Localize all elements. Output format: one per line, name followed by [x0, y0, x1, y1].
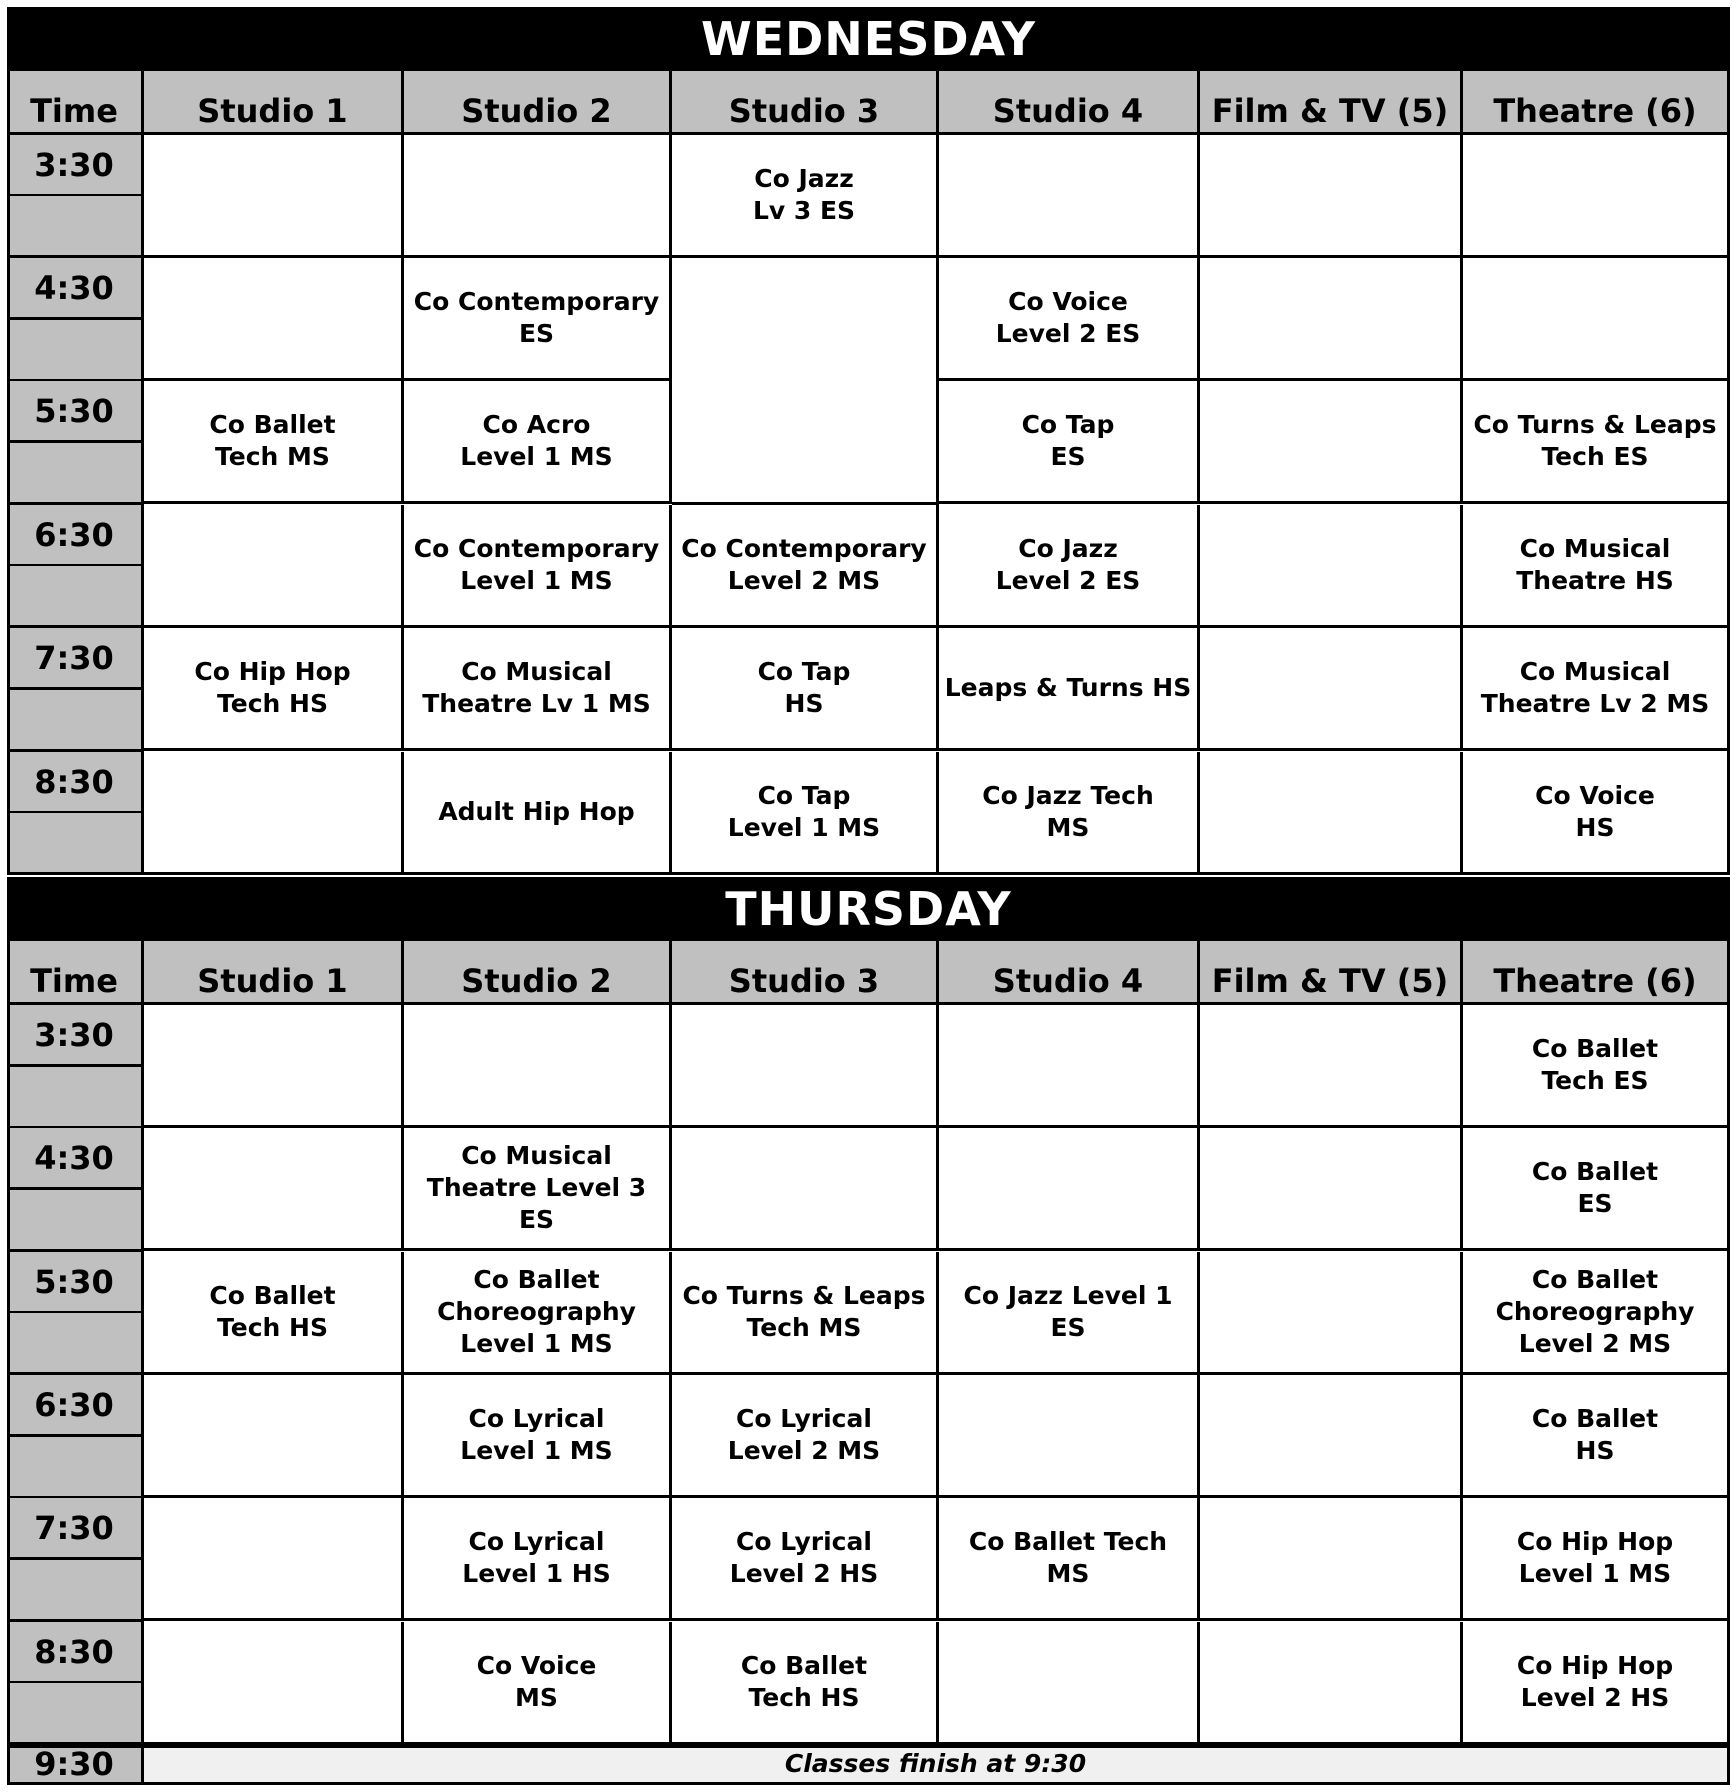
- thursday-class-co-lyrical-level-1-ms-text: Co Lyrical Level 1 MS: [460, 1404, 613, 1465]
- classes-finish-note: [144, 1745, 1730, 1785]
- thursday-class-co-musical-theatre-level-3-es: [404, 1128, 672, 1251]
- wednesday-column-header-film-tv-5-text: Film & TV (5): [1211, 92, 1449, 130]
- wednesday-class-co-tap-hs-text: Co Tap HS: [757, 657, 851, 718]
- wednesday-class-co-turns-leaps-tech-es: [1463, 381, 1730, 504]
- wednesday-empty-slot: [144, 505, 404, 628]
- thursday-column-header-time: [7, 941, 144, 1005]
- thursday-class-co-turns-leaps-tech-ms: [672, 1252, 939, 1375]
- wednesday-column-header-theatre-6: [1463, 71, 1730, 135]
- wednesday-time-label-text: 8:30: [34, 762, 114, 801]
- thursday-time-label-text: 4:30: [34, 1138, 114, 1177]
- wednesday-class-co-jazz-lv-3-es: [672, 135, 939, 258]
- wednesday-column-header-studio-4: [939, 71, 1200, 135]
- wednesday-column-header-studio-2: [404, 71, 672, 135]
- thursday-time-label: [7, 1128, 144, 1190]
- wednesday-column-header-studio-1: [144, 71, 404, 135]
- thursday-column-header-studio-4: [939, 941, 1200, 1005]
- wednesday-time-label: [7, 258, 144, 320]
- thursday-empty-slot: [1200, 1252, 1463, 1375]
- thursday-empty-slot: [1200, 1005, 1463, 1128]
- thursday-empty-slot: [939, 1375, 1200, 1498]
- thursday-class-co-hip-hop-level-1-ms: [1463, 1498, 1730, 1621]
- wednesday-class-co-tap-es: [939, 381, 1200, 504]
- wednesday-class-co-musical-theatre-lv-1-ms: [404, 628, 672, 751]
- wednesday-class-co-jazz-lv-3-es-text: Co Jazz Lv 3 ES: [752, 164, 856, 225]
- thursday-class-co-lyrical-level-1-hs: [404, 1498, 672, 1621]
- thursday-class-co-ballet-tech-hs-text: Co Ballet Tech HS: [740, 1651, 868, 1712]
- thursday-empty-slot: [672, 1128, 939, 1251]
- thursday-class-co-ballet-choreography-level-2-ms-text: Co Ballet Choreography Level 2 MS: [1495, 1265, 1695, 1358]
- wednesday-time-label: [7, 505, 144, 567]
- classes-finish-note-text: Classes finish at 9:30: [784, 1749, 1087, 1778]
- thursday-header: [7, 877, 1730, 941]
- thursday-time-label-text: 7:30: [34, 1508, 114, 1547]
- thursday-empty-slot: [1200, 1128, 1463, 1251]
- thursday-class-co-ballet-es: [1463, 1128, 1730, 1251]
- wednesday-column-header-studio-3-text: Studio 3: [728, 92, 880, 130]
- thursday-class-co-hip-hop-level-1-ms-text: Co Hip Hop Level 1 MS: [1516, 1527, 1674, 1588]
- wednesday-empty-slot: [144, 135, 404, 258]
- thursday-class-co-hip-hop-level-2-hs-text: Co Hip Hop Level 2 HS: [1516, 1651, 1674, 1712]
- wednesday-empty-slot: [1200, 258, 1463, 381]
- thursday-column-header-time-text: Time: [30, 962, 118, 1000]
- thursday-empty-slot: [144, 1128, 404, 1251]
- wednesday-time-label-text: 5:30: [34, 391, 114, 430]
- footer-time-label-text: 9:30: [34, 1744, 114, 1783]
- thursday-class-co-voice-ms-text: Co Voice MS: [476, 1651, 597, 1712]
- thursday-column-header-studio-1-text: Studio 1: [197, 962, 348, 1000]
- wednesday-class-co-contemporary-es: [404, 258, 672, 381]
- wednesday-empty-slot: [1200, 628, 1463, 751]
- wednesday-class-co-contemporary-level-2-ms: [672, 505, 939, 628]
- wednesday-empty-slot: [404, 135, 672, 258]
- thursday-empty-slot: [1200, 1622, 1463, 1745]
- thursday-class-co-voice-ms: [404, 1622, 672, 1745]
- thursday-class-co-ballet-choreography-level-1-ms: [404, 1252, 672, 1375]
- wednesday-class-co-musical-theatre-lv-2-ms: [1463, 628, 1730, 751]
- wednesday-empty-slot: [144, 752, 404, 875]
- wednesday-class-co-contemporary-es-text: Co Contemporary ES: [413, 287, 660, 348]
- thursday-column-header-studio-1: [144, 941, 404, 1005]
- wednesday-class-co-musical-theatre-lv-2-ms-text: Co Musical Theatre Lv 2 MS: [1480, 657, 1710, 718]
- wednesday-column-header-film-tv-5: [1200, 71, 1463, 135]
- wednesday-time-label: [7, 628, 144, 690]
- thursday-time-label-text: 3:30: [34, 1015, 114, 1054]
- thursday-class-co-ballet-tech-hs: [672, 1622, 939, 1745]
- wednesday-column-header-theatre-6-text: Theatre (6): [1493, 92, 1697, 130]
- thursday-time-label-text: 6:30: [34, 1385, 114, 1424]
- thursday-time-label-text: 5:30: [34, 1262, 114, 1301]
- thursday-empty-slot: [144, 1498, 404, 1621]
- wednesday-empty-slot: [1200, 752, 1463, 875]
- wednesday-empty-slot: [1200, 505, 1463, 628]
- wednesday-empty-slot: [144, 258, 404, 381]
- thursday-empty-slot: [1200, 1498, 1463, 1621]
- thursday-class-co-ballet-hs-text: Co Ballet HS: [1531, 1404, 1659, 1465]
- wednesday-class-co-tap-level-1-ms: [672, 752, 939, 875]
- wednesday-column-header-time: [7, 71, 144, 135]
- thursday-class-co-musical-theatre-level-3-es-text: Co Musical Theatre Level 3 ES: [426, 1141, 647, 1234]
- thursday-empty-slot: [144, 1005, 404, 1128]
- wednesday-time-half: [7, 813, 144, 875]
- wednesday-class-co-tap-es-text: Co Tap ES: [1021, 410, 1115, 471]
- wednesday-time-label-text: 7:30: [34, 638, 114, 677]
- wednesday-time-label-text: 6:30: [34, 515, 114, 554]
- thursday-class-co-ballet-tech-hs-text: Co Ballet Tech HS: [209, 1281, 336, 1342]
- wednesday-column-header-studio-3: [672, 71, 939, 135]
- wednesday-class-co-acro-level-1-ms-text: Co Acro Level 1 MS: [460, 410, 613, 471]
- wednesday-class-co-turns-leaps-tech-es-text: Co Turns & Leaps Tech ES: [1473, 410, 1717, 471]
- wednesday-column-header-studio-2-text: Studio 2: [461, 92, 612, 130]
- wednesday-class-co-tap-hs: [672, 628, 939, 751]
- thursday-empty-slot: [144, 1375, 404, 1498]
- wednesday-time-half: [7, 320, 144, 382]
- thursday-class-co-lyrical-level-1-hs-text: Co Lyrical Level 1 HS: [462, 1527, 611, 1588]
- wednesday-column-header-studio-1-text: Studio 1: [197, 92, 348, 130]
- thursday-column-header-film-tv-5: [1200, 941, 1463, 1005]
- thursday-class-co-ballet-choreography-level-2-ms: [1463, 1252, 1730, 1375]
- wednesday-class-co-jazz-level-2-es: [939, 505, 1200, 628]
- wednesday-class-leaps-turns-hs-text: Leaps & Turns HS: [944, 673, 1192, 702]
- thursday-class-co-ballet-hs: [1463, 1375, 1730, 1498]
- thursday-empty-slot: [672, 1005, 939, 1128]
- wednesday-header-text: WEDNESDAY: [700, 12, 1037, 66]
- wednesday-empty-slot: [1463, 135, 1730, 258]
- wednesday-class-co-contemporary-level-1-ms-text: Co Contemporary Level 1 MS: [413, 534, 660, 595]
- wednesday-header: [7, 7, 1730, 71]
- thursday-time-label: [7, 1622, 144, 1684]
- thursday-empty-slot: [1200, 1375, 1463, 1498]
- thursday-class-co-turns-leaps-tech-ms-text: Co Turns & Leaps Tech MS: [682, 1281, 926, 1342]
- thursday-class-co-ballet-tech-es-text: Co Ballet Tech ES: [1531, 1034, 1659, 1095]
- wednesday-class-co-musical-theatre-hs-text: Co Musical Theatre HS: [1516, 534, 1674, 595]
- wednesday-empty-slot: [672, 258, 939, 505]
- thursday-time-label: [7, 1252, 144, 1314]
- wednesday-empty-slot: [1200, 381, 1463, 504]
- thursday-class-co-lyrical-level-1-ms: [404, 1375, 672, 1498]
- thursday-class-co-ballet-tech-ms: [939, 1498, 1200, 1621]
- wednesday-class-co-hip-hop-tech-hs: [144, 628, 404, 751]
- thursday-time-label: [7, 1375, 144, 1437]
- thursday-header-text: THURSDAY: [725, 882, 1012, 936]
- thursday-column-header-studio-3: [672, 941, 939, 1005]
- thursday-time-half: [7, 1313, 144, 1375]
- wednesday-class-co-ballet-tech-ms-text: Co Ballet Tech MS: [209, 410, 336, 471]
- wednesday-class-co-jazz-tech-ms: [939, 752, 1200, 875]
- thursday-time-half: [7, 1437, 144, 1499]
- thursday-empty-slot: [939, 1622, 1200, 1745]
- wednesday-class-co-hip-hop-tech-hs-text: Co Hip Hop Tech HS: [194, 657, 351, 718]
- thursday-empty-slot: [404, 1005, 672, 1128]
- wednesday-class-co-voice-hs: [1463, 752, 1730, 875]
- wednesday-class-co-contemporary-level-1-ms: [404, 505, 672, 628]
- wednesday-class-co-musical-theatre-lv-1-ms-text: Co Musical Theatre Lv 1 MS: [422, 657, 651, 718]
- thursday-time-half: [7, 1683, 144, 1745]
- wednesday-class-co-acro-level-1-ms: [404, 381, 672, 504]
- wednesday-class-co-musical-theatre-hs: [1463, 505, 1730, 628]
- wednesday-class-co-jazz-level-2-es-text: Co Jazz Level 2 ES: [995, 534, 1141, 595]
- wednesday-empty-slot: [939, 135, 1200, 258]
- wednesday-class-co-tap-level-1-ms-text: Co Tap Level 1 MS: [727, 781, 881, 842]
- wednesday-class-adult-hip-hop-text: Adult Hip Hop: [438, 797, 635, 826]
- thursday-column-header-studio-3-text: Studio 3: [728, 962, 880, 1000]
- thursday-empty-slot: [939, 1128, 1200, 1251]
- thursday-class-co-lyrical-level-2-hs: [672, 1498, 939, 1621]
- thursday-class-co-ballet-tech-es: [1463, 1005, 1730, 1128]
- thursday-class-co-lyrical-level-2-ms-text: Co Lyrical Level 2 MS: [727, 1404, 881, 1465]
- thursday-class-co-ballet-tech-hs: [144, 1252, 404, 1375]
- wednesday-empty-slot: [1200, 135, 1463, 258]
- wednesday-empty-slot: [1463, 258, 1730, 381]
- thursday-class-co-lyrical-level-2-ms: [672, 1375, 939, 1498]
- thursday-class-co-hip-hop-level-2-hs: [1463, 1622, 1730, 1745]
- wednesday-class-co-jazz-tech-ms-text: Co Jazz Tech MS: [982, 781, 1154, 842]
- thursday-time-half: [7, 1067, 144, 1129]
- wednesday-time-half: [7, 196, 144, 258]
- wednesday-class-co-voice-hs-text: Co Voice HS: [1535, 781, 1655, 842]
- thursday-column-header-studio-2: [404, 941, 672, 1005]
- thursday-class-co-jazz-level-1-es-text: Co Jazz Level 1 ES: [963, 1281, 1173, 1342]
- wednesday-time-label: [7, 135, 144, 197]
- wednesday-time-half: [7, 566, 144, 628]
- thursday-class-co-ballet-tech-ms-text: Co Ballet Tech MS: [968, 1527, 1168, 1588]
- thursday-empty-slot: [939, 1005, 1200, 1128]
- thursday-class-co-jazz-level-1-es: [939, 1252, 1200, 1375]
- wednesday-class-co-voice-level-2-es-text: Co Voice Level 2 ES: [995, 287, 1141, 348]
- thursday-time-half: [7, 1560, 144, 1622]
- thursday-column-header-studio-4-text: Studio 4: [992, 962, 1144, 1000]
- thursday-empty-slot: [144, 1622, 404, 1745]
- thursday-column-header-studio-2-text: Studio 2: [461, 962, 612, 1000]
- thursday-class-co-lyrical-level-2-hs-text: Co Lyrical Level 2 HS: [729, 1527, 879, 1588]
- wednesday-class-co-contemporary-level-2-ms-text: Co Contemporary Level 2 MS: [681, 534, 927, 595]
- thursday-time-half: [7, 1190, 144, 1252]
- thursday-time-label: [7, 1498, 144, 1560]
- thursday-time-label-text: 8:30: [34, 1632, 114, 1671]
- wednesday-time-label-text: 4:30: [34, 268, 114, 307]
- thursday-column-header-theatre-6: [1463, 941, 1730, 1005]
- wednesday-time-half: [7, 690, 144, 752]
- wednesday-column-header-time-text: Time: [30, 92, 118, 130]
- wednesday-class-adult-hip-hop: [404, 752, 672, 875]
- thursday-column-header-film-tv-5-text: Film & TV (5): [1211, 962, 1449, 1000]
- wednesday-time-label-text: 3:30: [34, 145, 114, 184]
- wednesday-class-co-voice-level-2-es: [939, 258, 1200, 381]
- thursday-class-co-ballet-choreography-level-1-ms-text: Co Ballet Choreography Level 1 MS: [437, 1265, 636, 1358]
- wednesday-class-leaps-turns-hs: [939, 628, 1200, 751]
- thursday-column-header-theatre-6-text: Theatre (6): [1493, 962, 1697, 1000]
- thursday-time-label: [7, 1005, 144, 1067]
- footer-time-label: [7, 1745, 144, 1785]
- wednesday-time-label: [7, 752, 144, 814]
- wednesday-column-header-studio-4-text: Studio 4: [992, 92, 1144, 130]
- wednesday-time-half: [7, 443, 144, 505]
- wednesday-class-co-ballet-tech-ms: [144, 381, 404, 504]
- wednesday-time-label: [7, 381, 144, 443]
- thursday-class-co-ballet-es-text: Co Ballet ES: [1531, 1157, 1659, 1218]
